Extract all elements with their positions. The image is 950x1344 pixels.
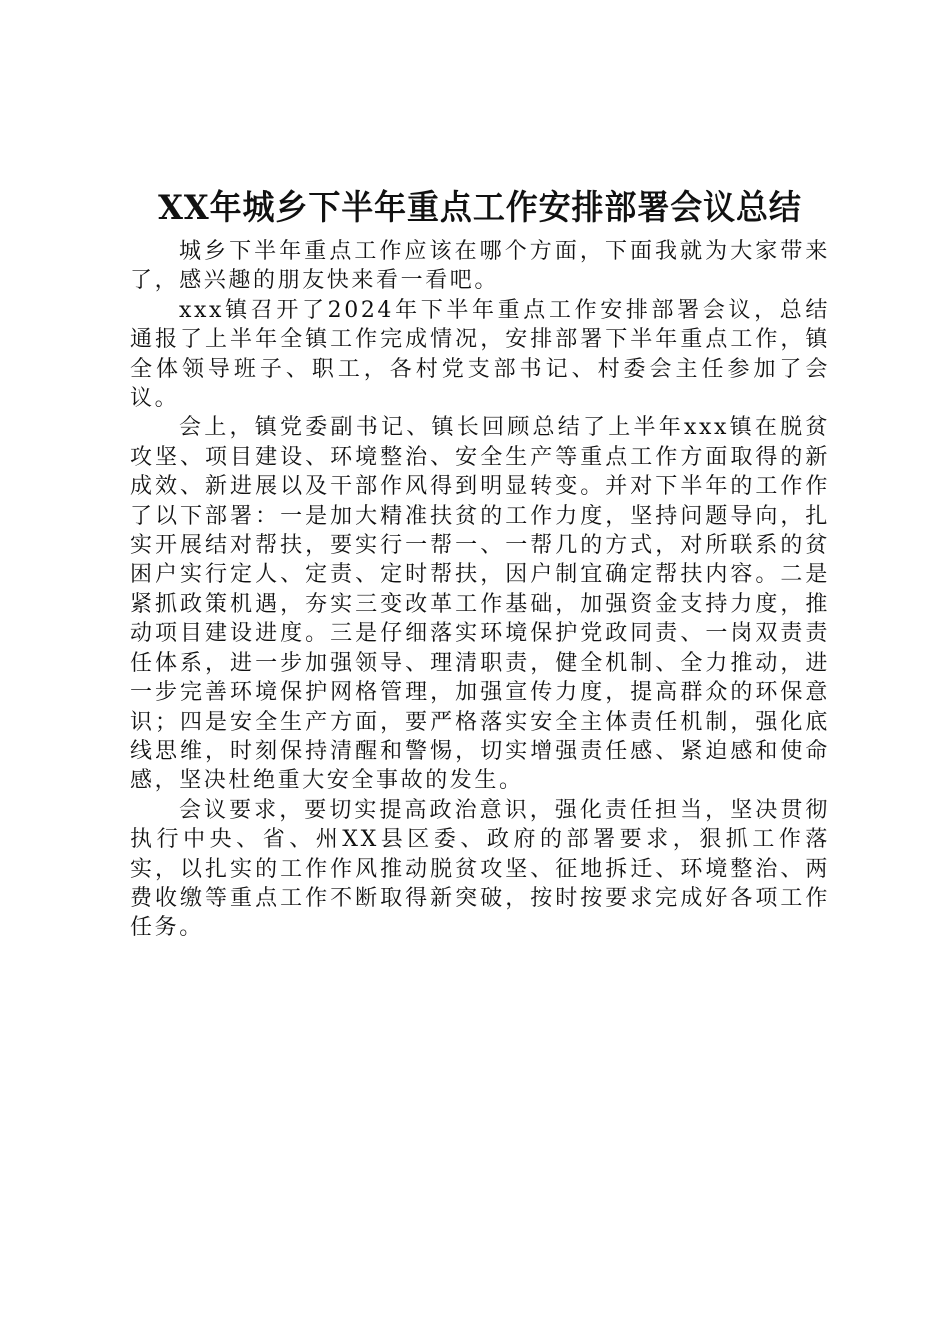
document-title: XX年城乡下半年重点工作安排部署会议总结	[158, 188, 802, 228]
paragraph-meeting: xxx镇召开了2024年下半年重点工作安排部署会议，总结通报了上半年全镇工作完成情况，安排部署下半年重点工作，镇全体领导班子、职工，各村党支部书记、村委会主任参加了会议。	[130, 297, 830, 412]
paragraph-intro: 城乡下半年重点工作应该在哪个方面，下面我就为大家带来了，感兴趣的朋友快来看一看吧。	[130, 239, 830, 294]
paragraph-requirements: 会议要求，要切实提高政治意识，强化责任担当，坚决贯彻执行中央、省、州XX县区委、政府的部署要求，狠抓工作落实，以扎实的工作作风推动脱贫攻坚、征地拆迁、环境整治、两费收缴等重点工作不断取得新突破，按时按要求完成好各项工作任务。	[130, 797, 830, 941]
document-body	[130, 183, 830, 943]
paragraph-deployment: 会上，镇党委副书记、镇长回顾总结了上半年xxx镇在脱贫攻坚、项目建设、环境整治、安全生产等重点工作方面取得的新成效、新进展以及干部作风得到明显转变。并对下半年的工作作了以下部署：一是加大精准扶贫的工作力度，坚持问题导向，扎实开展结对帮扶，要实行一帮一、一帮几的方式，对所联系的贫困户实行定人、定责、定时帮扶，因户制宜确定帮扶内容。二是紧抓政策机遇，夯实三变改革工作基础，加强资金支持力度，推动项目建设进度。三是仔细落实环境保护党政同责、一岗双责责任体系，进一步加强领导、理清职责，健全机制、全力推动，进一步完善环境保护网格管理，加强宣传力度，提高群众的环保意识；四是安全生产方面，要严格落实安全主体责任机制，强化底线思维，时刻保持清醒和警惕，切实增强责任感、紧迫感和使命感，坚决杜绝重大安全事故的发生。	[130, 415, 830, 794]
